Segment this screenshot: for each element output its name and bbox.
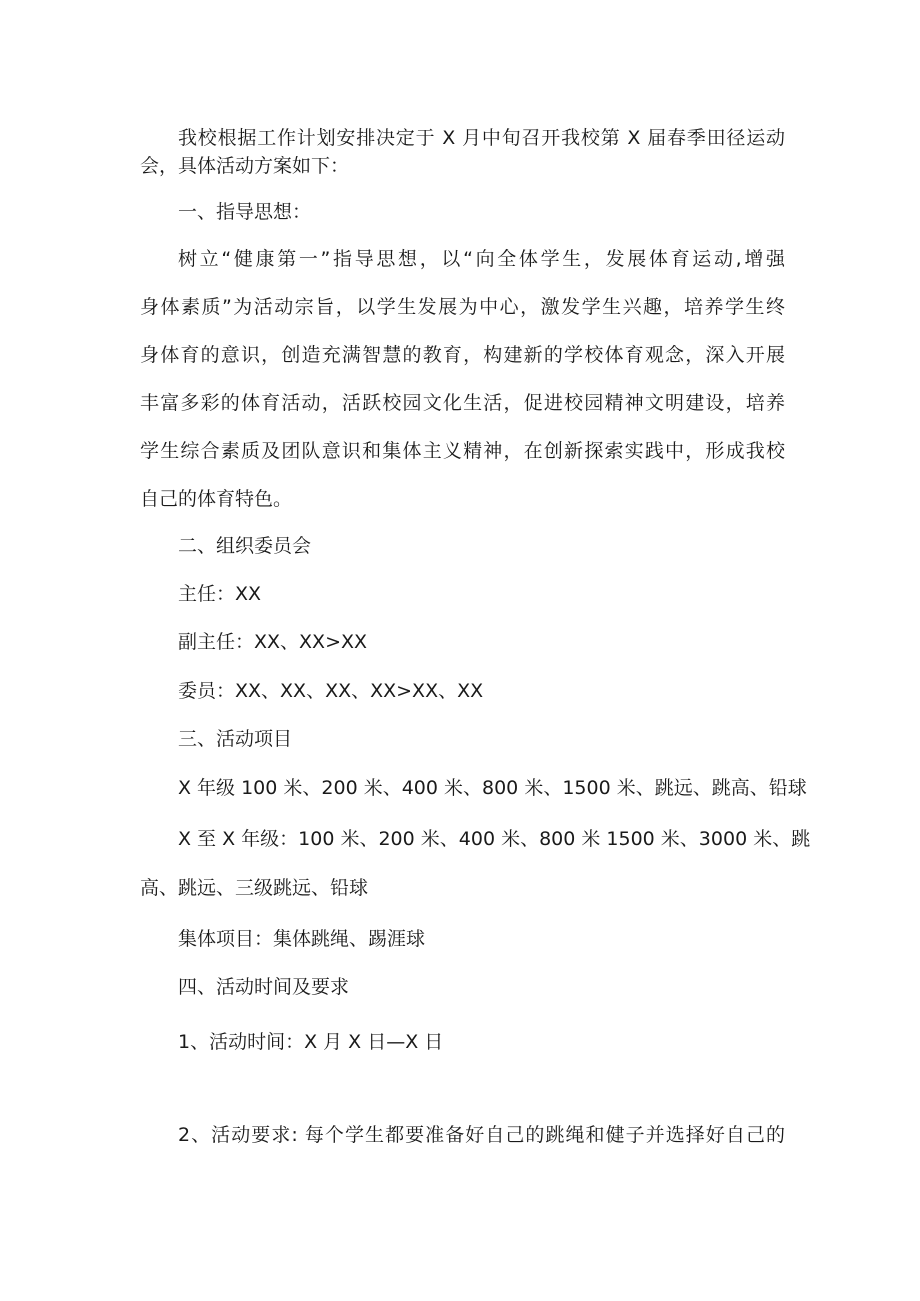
grades-range-events-line-2: 高、跳远、三级跳远、铅球 (140, 877, 369, 899)
members-line: 委员：XX、XX、XX、XX>XX、XX (178, 680, 484, 702)
section-4-heading: 四、活动时间及要求 (178, 976, 350, 998)
paragraph-line: 学生综合素质及团队意识和集体主义精神，在创新探索实践中，形成我校 (140, 440, 785, 462)
section-2-heading: 二、组织委员会 (178, 535, 312, 557)
section-1-heading: 一、指导思想： (178, 201, 312, 223)
activity-requirement: 2、活动要求: 每个学生都要准备好自己的跳绳和健子并选择好自己的 (178, 1124, 785, 1146)
paragraph-line: 身体素质”为活动宗旨，以学生发展为中心，激发学生兴趣，培养学生终 (140, 296, 785, 318)
director-line: 主任：XX (178, 583, 262, 605)
section-3-heading: 三、活动项目 (178, 728, 293, 750)
intro-line-2: 会，具体活动方案如下： (140, 155, 350, 177)
team-events: 集体项目：集体跳绳、踢涯球 (178, 928, 426, 950)
paragraph-line: 自己的体育特色。 (140, 488, 293, 510)
grade-x-events: X 年级 100 米、200 米、400 米、800 米、1500 米、跳远、跳高、铅球 (178, 777, 807, 799)
paragraph-line: 身体育的意识，创造充满智慧的教育，构建新的学校体育观念，深入开展 (140, 344, 785, 366)
grades-range-events-line-1: X 至 X 年级：100 米、200 米、400 米、800 米 1500 米、3000 米、跳 (178, 828, 811, 850)
paragraph-line: 丰富多彩的体育活动，活跃校园文化生活，促进校园精神文明建设，培养 (140, 392, 785, 414)
activity-time: 1、活动时间：X 月 X 日—X 日 (178, 1031, 444, 1053)
vice-director-line: 副主任：XX、XX>XX (178, 631, 368, 653)
intro-line-1: 我校根据工作计划安排决定于 X 月中旬召开我校第 X 届春季田径运动 (178, 127, 785, 149)
paragraph-line: 树立“健康第一”指导思想，以“向全体学生，发展体育运动,增强 (178, 248, 785, 270)
